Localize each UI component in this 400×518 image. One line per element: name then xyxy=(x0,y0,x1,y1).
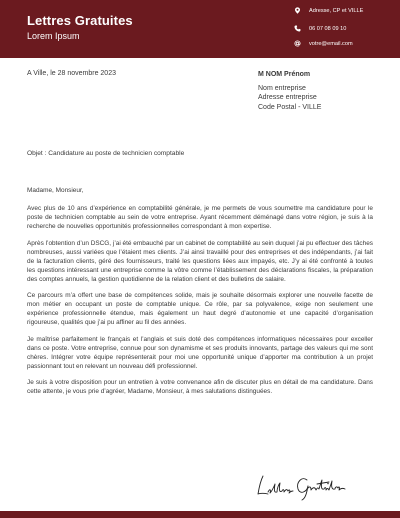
brand-title: Lettres Gratuites xyxy=(27,13,133,28)
place-date: A Ville, le 28 novembre 2023 xyxy=(27,70,116,77)
salutation: Madame, Monsieur, xyxy=(27,187,84,194)
paragraph-motivation: Ce parcours m’a offert une base de compétences solide, mais je souhaite désormais explorer une nouvelle facette de mon métier en occupant un poste de comptable unique. Ce rôle, par sa polyvalence, exige non seulement une expérience professionnelle étendue, mais également un haut degré d’autonomie et une capacité d’organisation rigoureuse, qualités que j’ai pu affiner au fil des années. xyxy=(27,292,373,326)
location-pin-icon xyxy=(294,7,301,14)
recipient-address: Adresse entreprise xyxy=(258,94,317,102)
letter-body xyxy=(27,186,373,404)
contact-phone xyxy=(294,25,346,32)
contact-email xyxy=(294,40,353,47)
paragraph-experience: Après l’obtention d’un DSCG, j’ai été embauché par un cabinet de comptabilité au sein duquel j’ai pu effectuer des tâches nombreuses, aussi variées que l’étaient mes clients. J’ai ainsi travaillé pour des entreprises et des indépendants, j’ai fait de la facturation clients, géré des fournisseurs, traité les questions liées aux impayés, etc. J’y ai été confronté à toutes les questions intéressant une entreprise comme la vôtre comme l’établissement des déclarations fiscales, la préparation des comptes annuels, la gestion quotidienne de la relation client et des bulletins de salaire. xyxy=(27,239,373,283)
contact-address xyxy=(294,7,363,14)
at-sign-icon xyxy=(294,40,301,47)
recipient-city: Code Postal - VILLE xyxy=(258,103,322,111)
letter-header xyxy=(0,0,400,58)
phone-icon xyxy=(294,25,301,32)
recipient-block xyxy=(258,70,321,112)
contact-address-text: Adresse, CP et VILLE xyxy=(309,7,364,14)
paragraph-intro: Avec plus de 10 ans d’expérience en comptabilité générale, je me permets de vous soumettre ma candidature pour le poste de technicien comptable au sein de votre entreprise. Ayant récemment déménagé dans votre région, je suis à la recherche de nouvelles opportunités professionnelles correspondant à mon expertise. xyxy=(27,205,373,230)
letter-subject: Objet : Candidature au poste de technicien comptable xyxy=(27,150,185,157)
contact-phone-text: 06 07 08 09 10 xyxy=(309,25,347,32)
footer-bar xyxy=(0,511,400,518)
contact-email-text: votre@email.com xyxy=(309,40,353,47)
recipient-company: Nom entreprise xyxy=(258,84,306,92)
brand-subtitle: Lorem Ipsum xyxy=(27,31,80,41)
paragraph-skills: Je maîtrise parfaitement le français et l’anglais et suis doté des compétences informatiques nécessaires pour exceller dans ce poste. Votre entreprise, connue pour son dynamisme et ses produits innovants, partage des valeurs qui me sont chères. Intégrer votre équipe représenterait pour moi une opportunité unique d’apporter ma contribution à un projet passionnant tout en relevant un nouveau défi professionnel. xyxy=(27,335,373,370)
paragraph-closing: Je suis à votre disposition pour un entretien à votre convenance afin de discuter plus en détail de ma candidature. Dans cette attente, je vous prie d’agréer, Madame, Monsieur, à mes salutations distinguées. xyxy=(27,379,373,395)
recipient-name: M NOM Prénom xyxy=(258,71,311,78)
handwritten-signature xyxy=(255,470,365,502)
